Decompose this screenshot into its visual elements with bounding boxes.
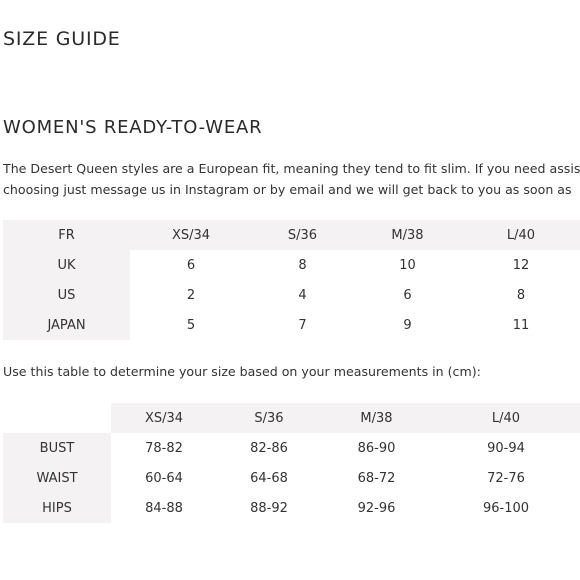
table-cell: 2 [186,287,196,303]
table-cell: 96-100 [482,500,530,516]
table-cell: 84-88 [145,500,183,516]
table-cell: 82-86 [250,440,288,456]
header-corner [3,403,111,433]
table-cell: 10 [399,257,416,273]
column-header: M/38 [321,403,432,433]
row-label: BUST [3,433,111,463]
size-conversion-table [3,220,580,340]
intro-text [3,158,580,200]
row-label: FR [3,220,130,250]
table-cell: 90-94 [487,440,525,456]
section-title: WOMEN'S READY-TO-WEAR [3,117,263,138]
table-cell: 8 [516,287,526,303]
table-header-row [3,403,580,433]
table-cell: 88-92 [250,500,288,516]
table-cell: 64-68 [250,470,288,486]
table-row [3,310,580,340]
table-cell: 72-76 [487,470,525,486]
column-header: L/40 [432,403,580,433]
table-cell: 68-72 [357,470,396,486]
table-cell: XS/34 [130,220,252,250]
measurements-intro: Use this table to determine your size based on your measurements in (cm): [3,364,481,379]
table-row [3,280,580,310]
table-cell: 6 [403,287,412,303]
row-label: UK [3,250,130,280]
table-row [3,250,580,280]
table-cell: 60-64 [145,470,183,486]
table-cell: 5 [186,317,196,333]
column-header: XS/34 [111,403,217,433]
row-label: HIPS [3,493,111,523]
table-cell: 6 [186,257,196,273]
table-row [3,493,580,523]
row-label: JAPAN [3,310,130,340]
page-title: SIZE GUIDE [3,28,121,50]
table-cell: 78-82 [145,440,183,456]
table-cell: 8 [298,257,307,273]
table-cell: 7 [298,317,307,333]
intro-line-2: choosing just message us in Instagram or by email and we will get back to you as soon as [3,182,572,197]
row-label: WAIST [3,463,111,493]
table-row [3,433,580,463]
table-cell: 4 [298,287,307,303]
table-cell: M/38 [353,220,462,250]
table-cell: 92-96 [357,500,396,516]
intro-line-1: The Desert Queen styles are a European fit, meaning they tend to fit slim. If you need assis [3,161,580,176]
row-label: US [3,280,130,310]
measurements-table [3,403,580,523]
table-cell: 9 [403,317,412,333]
table-cell: 86-90 [357,440,396,456]
table-row [3,220,580,250]
table-row [3,463,580,493]
column-header: S/36 [217,403,321,433]
table-cell: 11 [512,317,530,333]
table-cell: L/40 [462,220,580,250]
table-cell: 12 [512,257,530,273]
table-cell: S/36 [252,220,353,250]
